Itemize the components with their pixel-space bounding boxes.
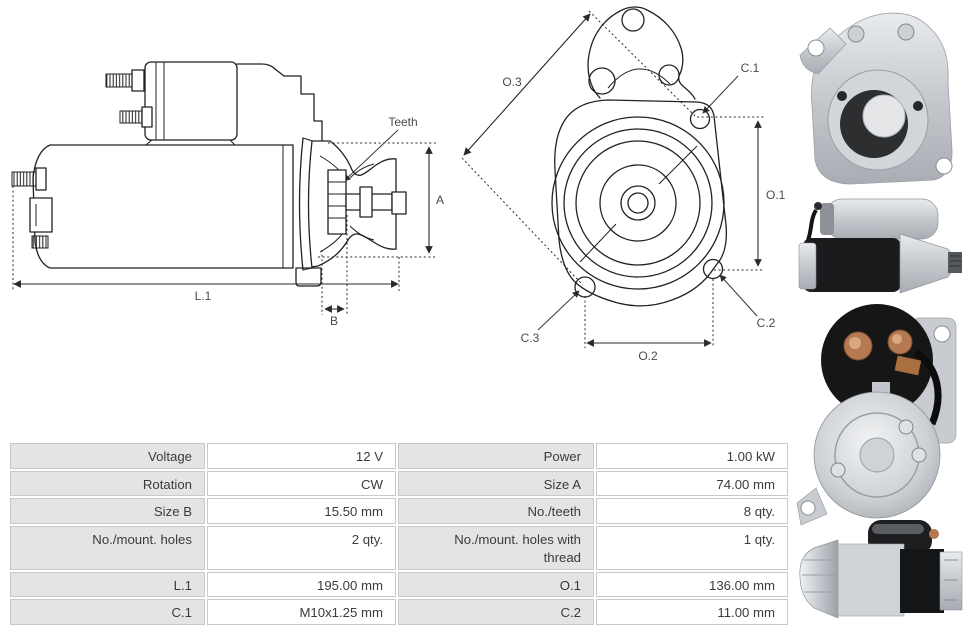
front-view-top-bracket	[588, 7, 695, 99]
spec-value-cell: 15.50 mm	[207, 498, 396, 524]
spec-value-cell: 136.00 mm	[596, 572, 788, 597]
dim-label-a: A	[436, 193, 445, 207]
spec-value-cell: 11.00 mm	[596, 599, 788, 625]
spec-value-cell: 74.00 mm	[596, 471, 788, 496]
spec-label-cell: No./mount. holes with thread	[398, 526, 594, 570]
product-photo-column	[790, 0, 969, 636]
spec-value-cell: 8 qty.	[596, 498, 788, 524]
front-view-dimension-lines	[464, 14, 758, 343]
dim-label-c1: C.1	[740, 61, 760, 75]
spec-value-cell: 2 qty.	[207, 526, 396, 570]
spec-value-cell: 1 qty.	[596, 526, 788, 570]
dim-label-c2: C.2	[756, 316, 776, 330]
side-view-drawing	[0, 0, 460, 440]
dim-label-o1: O.1	[766, 188, 786, 202]
spec-label-cell: C.2	[398, 599, 594, 625]
dim-label-teeth: Teeth	[388, 115, 418, 129]
spec-value-cell: 1.00 kW	[596, 443, 788, 469]
front-view-extension-lines	[462, 10, 764, 348]
spec-label-cell: Rotation	[10, 471, 205, 496]
spec-table	[10, 443, 788, 625]
side-view-extension-lines	[13, 143, 437, 315]
spec-label-cell: No./mount. holes	[10, 526, 205, 570]
front-view-drawing	[440, 0, 795, 440]
spec-label-cell: Voltage	[10, 443, 205, 469]
spec-label-cell: L.1	[10, 572, 205, 597]
spec-value-cell: M10x1.25 mm	[207, 599, 396, 625]
dim-label-l1: L.1	[194, 289, 212, 303]
spec-label-cell: O.1	[398, 572, 594, 597]
spec-label-cell: Power	[398, 443, 594, 469]
spec-value-cell: 195.00 mm	[207, 572, 396, 597]
front-view-flange	[552, 100, 726, 306]
dim-label-c3: C.3	[520, 331, 540, 345]
spec-value-cell: 12 V	[207, 443, 396, 469]
dim-label-b: B	[329, 314, 339, 328]
side-view-dimension-lines	[14, 130, 429, 309]
starter-rear-solenoid-photo	[797, 304, 956, 525]
starter-front-flange-photo	[800, 13, 952, 184]
spec-value-cell: CW	[207, 471, 396, 496]
dim-label-o2: O.2	[638, 349, 658, 363]
dim-label-o3: O.3	[502, 75, 522, 89]
spec-label-cell: Size B	[10, 498, 205, 524]
starter-side-view-photo	[799, 199, 962, 293]
starter-angled-view-photo	[800, 520, 962, 618]
spec-label-cell: Size A	[398, 471, 594, 496]
spec-label-cell: No./teeth	[398, 498, 594, 524]
spec-label-cell: C.1	[10, 599, 205, 625]
